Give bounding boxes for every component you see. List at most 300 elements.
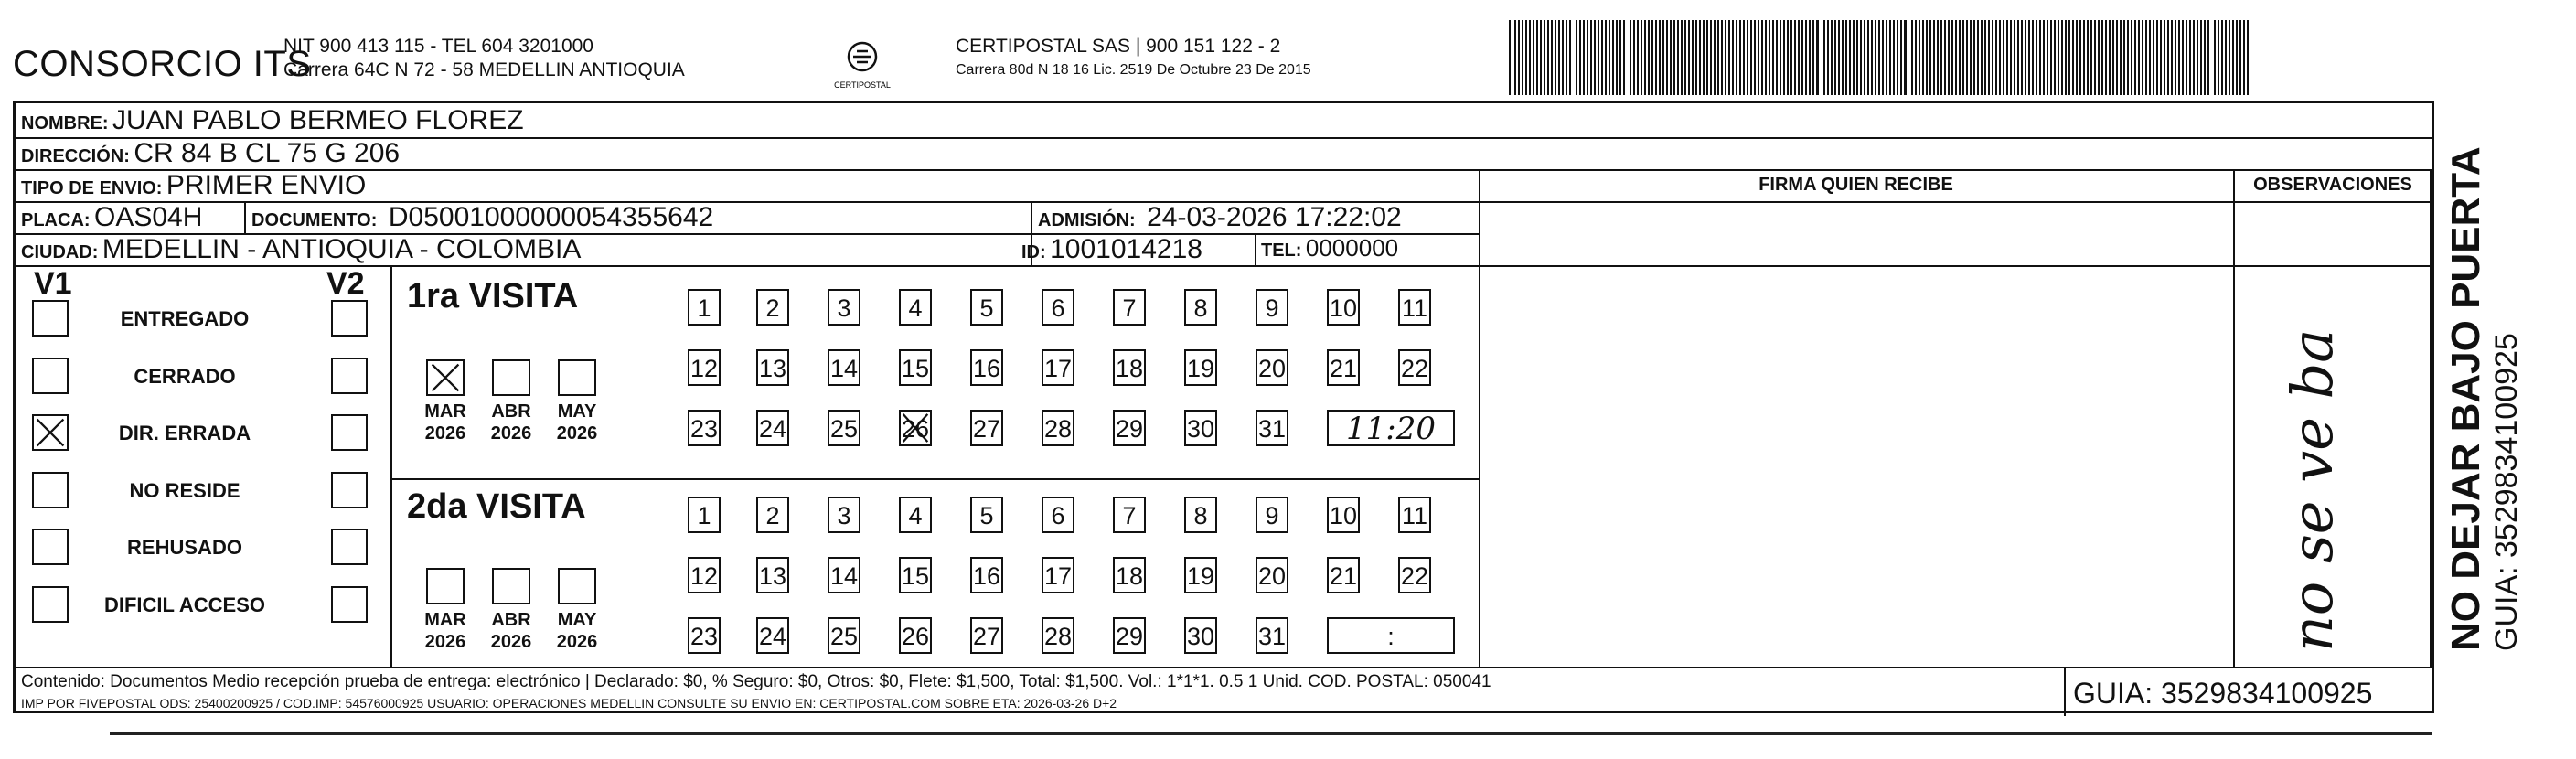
day-box[interactable]: 28 [1042, 617, 1074, 654]
barcode-bar [1547, 20, 1549, 95]
barcode-bar [1714, 20, 1716, 95]
barcode-bar [1576, 20, 1577, 95]
nombre-label: NOMBRE: [21, 113, 109, 134]
visit1-title: 1ra VISITA [407, 277, 579, 315]
barcode-bar [1673, 20, 1675, 95]
barcode-bar [2068, 20, 2070, 95]
barcode-bar [1897, 20, 1898, 95]
barcode-bar [2083, 20, 2085, 95]
barcode-bar [2065, 20, 2067, 95]
barcode-bar [1992, 20, 1993, 95]
barcode-bar [2145, 20, 2147, 95]
barcode-bar [2171, 20, 2173, 95]
day-box[interactable]: 9 [1256, 497, 1288, 533]
day-box[interactable]: 21 [1327, 557, 1360, 593]
barcode-bar [1514, 20, 1516, 95]
barcode-bar [2178, 20, 2180, 95]
day-box[interactable]: 2 [756, 497, 789, 533]
barcode-bar [1681, 20, 1683, 95]
barcode-bar [1860, 20, 1862, 95]
status-label-no-reside: NO RESIDE [129, 479, 240, 502]
status-label-dificil-acceso: DIFICIL ACCESO [103, 593, 265, 616]
side-guia: GUIA: 3529834100925 [2489, 333, 2524, 651]
barcode [1509, 20, 2255, 95]
barcode-bar [1695, 20, 1697, 95]
day-box[interactable]: 17 [1042, 349, 1074, 386]
day-box[interactable]: 20 [1256, 349, 1288, 386]
month-year: 2026 [490, 632, 532, 652]
barcode-bar [1619, 20, 1621, 95]
barcode-bar [1787, 20, 1789, 95]
day-box[interactable]: 25 [828, 410, 860, 446]
day-box[interactable]: 5 [970, 497, 1003, 533]
barcode-bar [2116, 20, 2118, 95]
barcode-bar [1644, 20, 1646, 95]
v1-checkbox-dir-errada[interactable] [32, 414, 69, 451]
day-box[interactable]: 29 [1113, 617, 1146, 654]
barcode-bar [1959, 20, 1961, 95]
time-field[interactable]: : [1327, 617, 1455, 654]
barcode-bar [2156, 20, 2158, 95]
barcode-bar [2047, 20, 2048, 95]
observaciones-handwriting: no se ve ba [2279, 328, 2346, 652]
day-box[interactable]: 15 [899, 557, 932, 593]
barcode-bar [1609, 20, 1610, 95]
barcode-bar [1522, 20, 1523, 95]
barcode-bar [2214, 20, 2216, 95]
id-field [1021, 234, 1202, 265]
barcode-bar [2087, 20, 2089, 95]
day-box[interactable]: 3 [828, 289, 860, 326]
barcode-bar [1637, 20, 1639, 95]
footer-guia: GUIA: 3529834100925 [2073, 677, 2373, 710]
day-box[interactable]: 30 [1184, 617, 1217, 654]
day-box[interactable]: 9 [1256, 289, 1288, 326]
documento-value: D05001000000054355642 [388, 202, 714, 232]
barcode-bar [1790, 20, 1792, 95]
day-box[interactable]: 4 [899, 289, 932, 326]
barcode-bar [1889, 20, 1891, 95]
barcode-bar [1533, 20, 1534, 95]
barcode-bar [1732, 20, 1734, 95]
barcode-bar [1739, 20, 1741, 95]
status-label-dir-errada: DIR. ERRADA [118, 422, 251, 444]
barcode-bar [2101, 20, 2103, 95]
barcode-bar [2014, 20, 2015, 95]
barcode-bar [1831, 20, 1833, 95]
barcode-bar [1684, 20, 1686, 95]
barcode-bar [1780, 20, 1781, 95]
barcode-bar [1838, 20, 1840, 95]
day-box[interactable]: 28 [1042, 410, 1074, 446]
v1-checkbox-entregado[interactable] [32, 300, 69, 337]
barcode-bar [1915, 20, 1917, 95]
day-box[interactable]: 12 [688, 557, 721, 593]
day-box[interactable]: 6 [1042, 289, 1074, 326]
status-label-cerrado: CERRADO [134, 365, 236, 388]
day-box[interactable]: 1 [688, 289, 721, 326]
barcode-bar [1937, 20, 1939, 95]
barcode-bar [1867, 20, 1869, 95]
barcode-bar [2039, 20, 2041, 95]
day-box[interactable]: 26 [899, 410, 932, 446]
month-label: ABR [491, 401, 531, 422]
barcode-bar [1933, 20, 1935, 95]
month-year: 2026 [424, 423, 466, 444]
month-year: 2026 [424, 632, 466, 652]
barcode-bar [1677, 20, 1679, 95]
month-checkbox-abr[interactable] [492, 568, 530, 604]
barcode-bar [1827, 20, 1829, 95]
barcode-bar [2076, 20, 2078, 95]
v1-checkbox-no-reside[interactable] [32, 472, 69, 508]
barcode-bar [1706, 20, 1708, 95]
time-field[interactable]: 11:20 [1327, 410, 1455, 446]
barcode-bar [1655, 20, 1657, 95]
day-box[interactable]: 14 [828, 557, 860, 593]
barcode-bar [2207, 20, 2209, 95]
day-box[interactable]: 19 [1184, 557, 1217, 593]
footer-contenido: Contenido: Documentos Medio recepción prueba de entrega: electrónico | Declarado: $0, % Seguro: $0, Otros: $0, Flete: $1,500, Total: $1,500. Vol.: 1*1*1. 0.5 1 Unid. COD. POSTAL: 050041 [21, 672, 1491, 691]
barcode-bar [1688, 20, 1690, 95]
barcode-bar [2036, 20, 2037, 95]
day-box[interactable]: 24 [756, 410, 789, 446]
barcode-bar [2221, 20, 2223, 95]
barcode-bar [1525, 20, 1527, 95]
day-box[interactable]: 10 [1327, 497, 1360, 533]
month-label: MAR [424, 401, 466, 422]
tel-field [1261, 234, 1398, 262]
barcode-bar [2054, 20, 2056, 95]
barcode-bar [1641, 20, 1642, 95]
day-box[interactable]: 7 [1113, 289, 1146, 326]
barcode-bar [2229, 20, 2230, 95]
v2-label: V2 [326, 266, 365, 301]
barcode-bar [1670, 20, 1672, 95]
barcode-bar [1616, 20, 1618, 95]
month-checkbox-mar[interactable] [426, 568, 465, 604]
barcode-bar [1776, 20, 1778, 95]
v2-checkbox-dificil-acceso[interactable] [331, 586, 368, 623]
barcode-bar [2164, 20, 2165, 95]
barcode-bar [1648, 20, 1650, 95]
month-checkbox-may[interactable] [558, 359, 596, 396]
v2-checkbox-entregado[interactable] [331, 300, 368, 337]
barcode-bar [2131, 20, 2132, 95]
barcode-bar [1710, 20, 1712, 95]
visit2-title: 2da VISITA [407, 487, 586, 526]
barcode-bar [1699, 20, 1701, 95]
barcode-bar [1816, 20, 1819, 95]
day-box[interactable]: 13 [756, 557, 789, 593]
barcode-bar [1662, 20, 1664, 95]
day-box[interactable]: 30 [1184, 410, 1217, 446]
bottom-rule [110, 732, 2432, 735]
barcode-bar [1805, 20, 1807, 95]
barcode-bar [2175, 20, 2176, 95]
barcode-bar [2090, 20, 2092, 95]
barcode-bar [1587, 20, 1588, 95]
barcode-bar [1995, 20, 1997, 95]
barcode-bar [2167, 20, 2169, 95]
barcode-bar [1590, 20, 1592, 95]
barcode-bar [1922, 20, 1924, 95]
barcode-bar [2006, 20, 2008, 95]
barcode-bar [1878, 20, 1880, 95]
side-warning: NO DEJAR BAJO PUERTA [2443, 146, 2488, 651]
barcode-bar [1728, 20, 1730, 95]
day-box[interactable]: 18 [1113, 557, 1146, 593]
day-box[interactable]: 16 [970, 349, 1003, 386]
barcode-bar [2105, 20, 2107, 95]
barcode-bar [1725, 20, 1726, 95]
barcode-bar [1703, 20, 1705, 95]
day-box[interactable]: 10 [1327, 289, 1360, 326]
day-box[interactable]: 19 [1184, 349, 1217, 386]
month-label: ABR [491, 610, 531, 630]
barcode-bar [1736, 20, 1737, 95]
day-box[interactable]: 17 [1042, 557, 1074, 593]
v1-checkbox-cerrado[interactable] [32, 358, 69, 394]
barcode-bar [2120, 20, 2122, 95]
svg-text:CERTIPOSTAL: CERTIPOSTAL [834, 80, 891, 90]
tel-label: TEL: [1261, 241, 1302, 261]
barcode-bar [2098, 20, 2100, 95]
barcode-bar [1812, 20, 1814, 95]
barcode-bar [1583, 20, 1585, 95]
v1-checkbox-dificil-acceso[interactable] [32, 586, 69, 623]
barcode-bar [1743, 20, 1745, 95]
courier-info [956, 35, 1311, 82]
barcode-bar [2021, 20, 2023, 95]
barcode-bar [1999, 20, 2001, 95]
barcode-bar [2182, 20, 2184, 95]
month-checkbox-may[interactable] [558, 568, 596, 604]
barcode-bar [2017, 20, 2019, 95]
tipo-label: TIPO DE ENVIO: [21, 178, 163, 198]
barcode-bar [1612, 20, 1614, 95]
day-box[interactable]: 11 [1398, 497, 1431, 533]
barcode-bar [1926, 20, 1928, 95]
barcode-bar [1955, 20, 1957, 95]
barcode-bar [2153, 20, 2154, 95]
barcode-bar [2123, 20, 2125, 95]
barcode-bar [1598, 20, 1599, 95]
barcode-bar [1798, 20, 1800, 95]
barcode-bar [2200, 20, 2202, 95]
barcode-bar [1981, 20, 1983, 95]
barcode-bar [1666, 20, 1668, 95]
barcode-bar [1518, 20, 1520, 95]
barcode-bar [1875, 20, 1876, 95]
barcode-bar [2010, 20, 2012, 95]
v2-checkbox-no-reside[interactable] [331, 472, 368, 508]
month-year: 2026 [556, 423, 598, 444]
ciudad-label: CIUDAD: [21, 242, 99, 262]
barcode-bar [2112, 20, 2114, 95]
day-box[interactable]: 27 [970, 410, 1003, 446]
day-box[interactable]: 16 [970, 557, 1003, 593]
day-box[interactable]: 13 [756, 349, 789, 386]
day-box[interactable]: 23 [688, 617, 721, 654]
day-box[interactable]: 8 [1184, 289, 1217, 326]
day-box[interactable]: 29 [1113, 410, 1146, 446]
nombre-value: JUAN PABLO BERMEO FLOREZ [112, 105, 524, 135]
barcode-bar [1717, 20, 1719, 95]
day-box[interactable]: 26 [899, 617, 932, 654]
barcode-bar [1540, 20, 1542, 95]
v1-checkbox-rehusado[interactable] [32, 529, 69, 565]
v2-checkbox-dir-errada[interactable] [331, 414, 368, 451]
barcode-bar [1845, 20, 1847, 95]
day-box[interactable]: 14 [828, 349, 860, 386]
barcode-bar [1944, 20, 1946, 95]
barcode-bar [1509, 20, 1511, 95]
barcode-bar [1551, 20, 1553, 95]
admision-field [1038, 202, 1402, 233]
day-box[interactable]: 23 [688, 410, 721, 446]
day-box[interactable]: 11 [1398, 289, 1431, 326]
barcode-bar [2028, 20, 2030, 95]
barcode-bar [1651, 20, 1653, 95]
day-box[interactable]: 20 [1256, 557, 1288, 593]
day-box[interactable]: 31 [1256, 617, 1288, 654]
barcode-bar [2204, 20, 2206, 95]
month-label: MAY [557, 401, 597, 422]
barcode-bar [2050, 20, 2052, 95]
barcode-bar [1721, 20, 1723, 95]
day-box[interactable]: 24 [756, 617, 789, 654]
barcode-bar [2109, 20, 2111, 95]
day-box[interactable]: 27 [970, 617, 1003, 654]
day-box[interactable]: 7 [1113, 497, 1146, 533]
month-label: MAR [424, 610, 466, 630]
barcode-bar [2025, 20, 2026, 95]
barcode-bar [2032, 20, 2034, 95]
day-box[interactable]: 18 [1113, 349, 1146, 386]
ciudad-row [21, 234, 581, 265]
day-box[interactable]: 4 [899, 497, 932, 533]
barcode-bar [1882, 20, 1884, 95]
barcode-bar [1761, 20, 1763, 95]
barcode-bar [1886, 20, 1887, 95]
day-box[interactable]: 1 [688, 497, 721, 533]
barcode-bar [2138, 20, 2140, 95]
barcode-bar [1834, 20, 1836, 95]
barcode-bar [2186, 20, 2187, 95]
barcode-bar [1970, 20, 1972, 95]
barcode-bar [1623, 20, 1625, 95]
barcode-bar [2061, 20, 2063, 95]
barcode-bar [1962, 20, 1964, 95]
barcode-bar [1911, 20, 1913, 95]
placa-label: PLACA: [21, 210, 91, 230]
day-box[interactable]: 15 [899, 349, 932, 386]
barcode-bar [1601, 20, 1603, 95]
day-box[interactable]: 8 [1184, 497, 1217, 533]
tipo-row [21, 170, 366, 201]
v2-checkbox-rehusado[interactable] [331, 529, 368, 565]
barcode-bar [1853, 20, 1855, 95]
barcode-bar [1977, 20, 1979, 95]
day-box[interactable]: 21 [1327, 349, 1360, 386]
barcode-bar [2127, 20, 2129, 95]
month-checkbox-mar[interactable] [426, 359, 465, 396]
barcode-bar [1754, 20, 1756, 95]
barcode-bar [1794, 20, 1796, 95]
barcode-bar [1904, 20, 1907, 95]
shipping-form [13, 101, 2434, 713]
day-box[interactable]: 5 [970, 289, 1003, 326]
courier-address: Carrera 80d N 18 16 Lic. 2519 De Octubre 23 De 2015 [956, 62, 1311, 78]
address-line: Carrera 64C N 72 - 58 MEDELLIN ANTIOQUIA [283, 59, 685, 80]
firma-header: FIRMA QUIEN RECIBE [1758, 175, 1953, 195]
barcode-bar [2003, 20, 2004, 95]
day-box[interactable]: 22 [1398, 349, 1431, 386]
barcode-bar [1555, 20, 1556, 95]
documento-label: DOCUMENTO: [251, 210, 378, 230]
barcode-bar [1747, 20, 1748, 95]
barcode-bar [1633, 20, 1635, 95]
tipo-value: PRIMER ENVIO [166, 170, 367, 200]
day-box[interactable]: 6 [1042, 497, 1074, 533]
barcode-bar [1973, 20, 1975, 95]
barcode-bar [1900, 20, 1902, 95]
day-box[interactable]: 12 [688, 349, 721, 386]
barcode-bar [1544, 20, 1545, 95]
certipostal-logo [827, 37, 898, 97]
barcode-bar [2094, 20, 2096, 95]
month-label: MAY [557, 610, 597, 630]
barcode-bar [1783, 20, 1785, 95]
observaciones-header: OBSERVACIONES [2253, 175, 2412, 195]
barcode-bar [1765, 20, 1767, 95]
barcode-bar [2225, 20, 2227, 95]
day-box[interactable]: 3 [828, 497, 860, 533]
barcode-bar [1536, 20, 1538, 95]
barcode-bar [2072, 20, 2074, 95]
nit-line: NIT 900 413 115 - TEL 604 3201000 [283, 36, 593, 57]
day-box[interactable]: 31 [1256, 410, 1288, 446]
barcode-bar [1856, 20, 1858, 95]
barcode-bar [2243, 20, 2245, 95]
barcode-bar [2236, 20, 2238, 95]
barcode-bar [1988, 20, 1990, 95]
barcode-bar [1569, 20, 1571, 95]
barcode-bar [2232, 20, 2234, 95]
courier-line: CERTIPOSTAL SAS | 900 151 122 - 2 [956, 36, 1281, 57]
status-label-entregado: ENTREGADO [120, 307, 250, 330]
barcode-bar [2218, 20, 2219, 95]
day-box[interactable]: 22 [1398, 557, 1431, 593]
v2-checkbox-cerrado[interactable] [331, 358, 368, 394]
barcode-bar [1692, 20, 1694, 95]
barcode-bar [1966, 20, 1968, 95]
barcode-bar [1562, 20, 1564, 95]
direccion-value: CR 84 B CL 75 G 206 [134, 138, 401, 168]
barcode-bar [1750, 20, 1752, 95]
barcode-bar [1823, 20, 1825, 95]
tel-value: 0000000 [1305, 234, 1399, 262]
barcode-bar [1871, 20, 1873, 95]
day-box[interactable]: 25 [828, 617, 860, 654]
day-box[interactable]: 2 [756, 289, 789, 326]
month-checkbox-abr[interactable] [492, 359, 530, 396]
barcode-bar [1864, 20, 1865, 95]
barcode-bar [1558, 20, 1560, 95]
footer-imp: IMP POR FIVEPOSTAL ODS: 25400200925 / COD.IMP: 54576000925 USUARIO: OPERACIONES MEDELLIN CONSULTE SU ENVIO EN: CERTIPOSTAL.COM SOBRE ETA: 2026-03-26 D+2 [21, 696, 1117, 711]
id-value: 1001014218 [1050, 234, 1202, 264]
